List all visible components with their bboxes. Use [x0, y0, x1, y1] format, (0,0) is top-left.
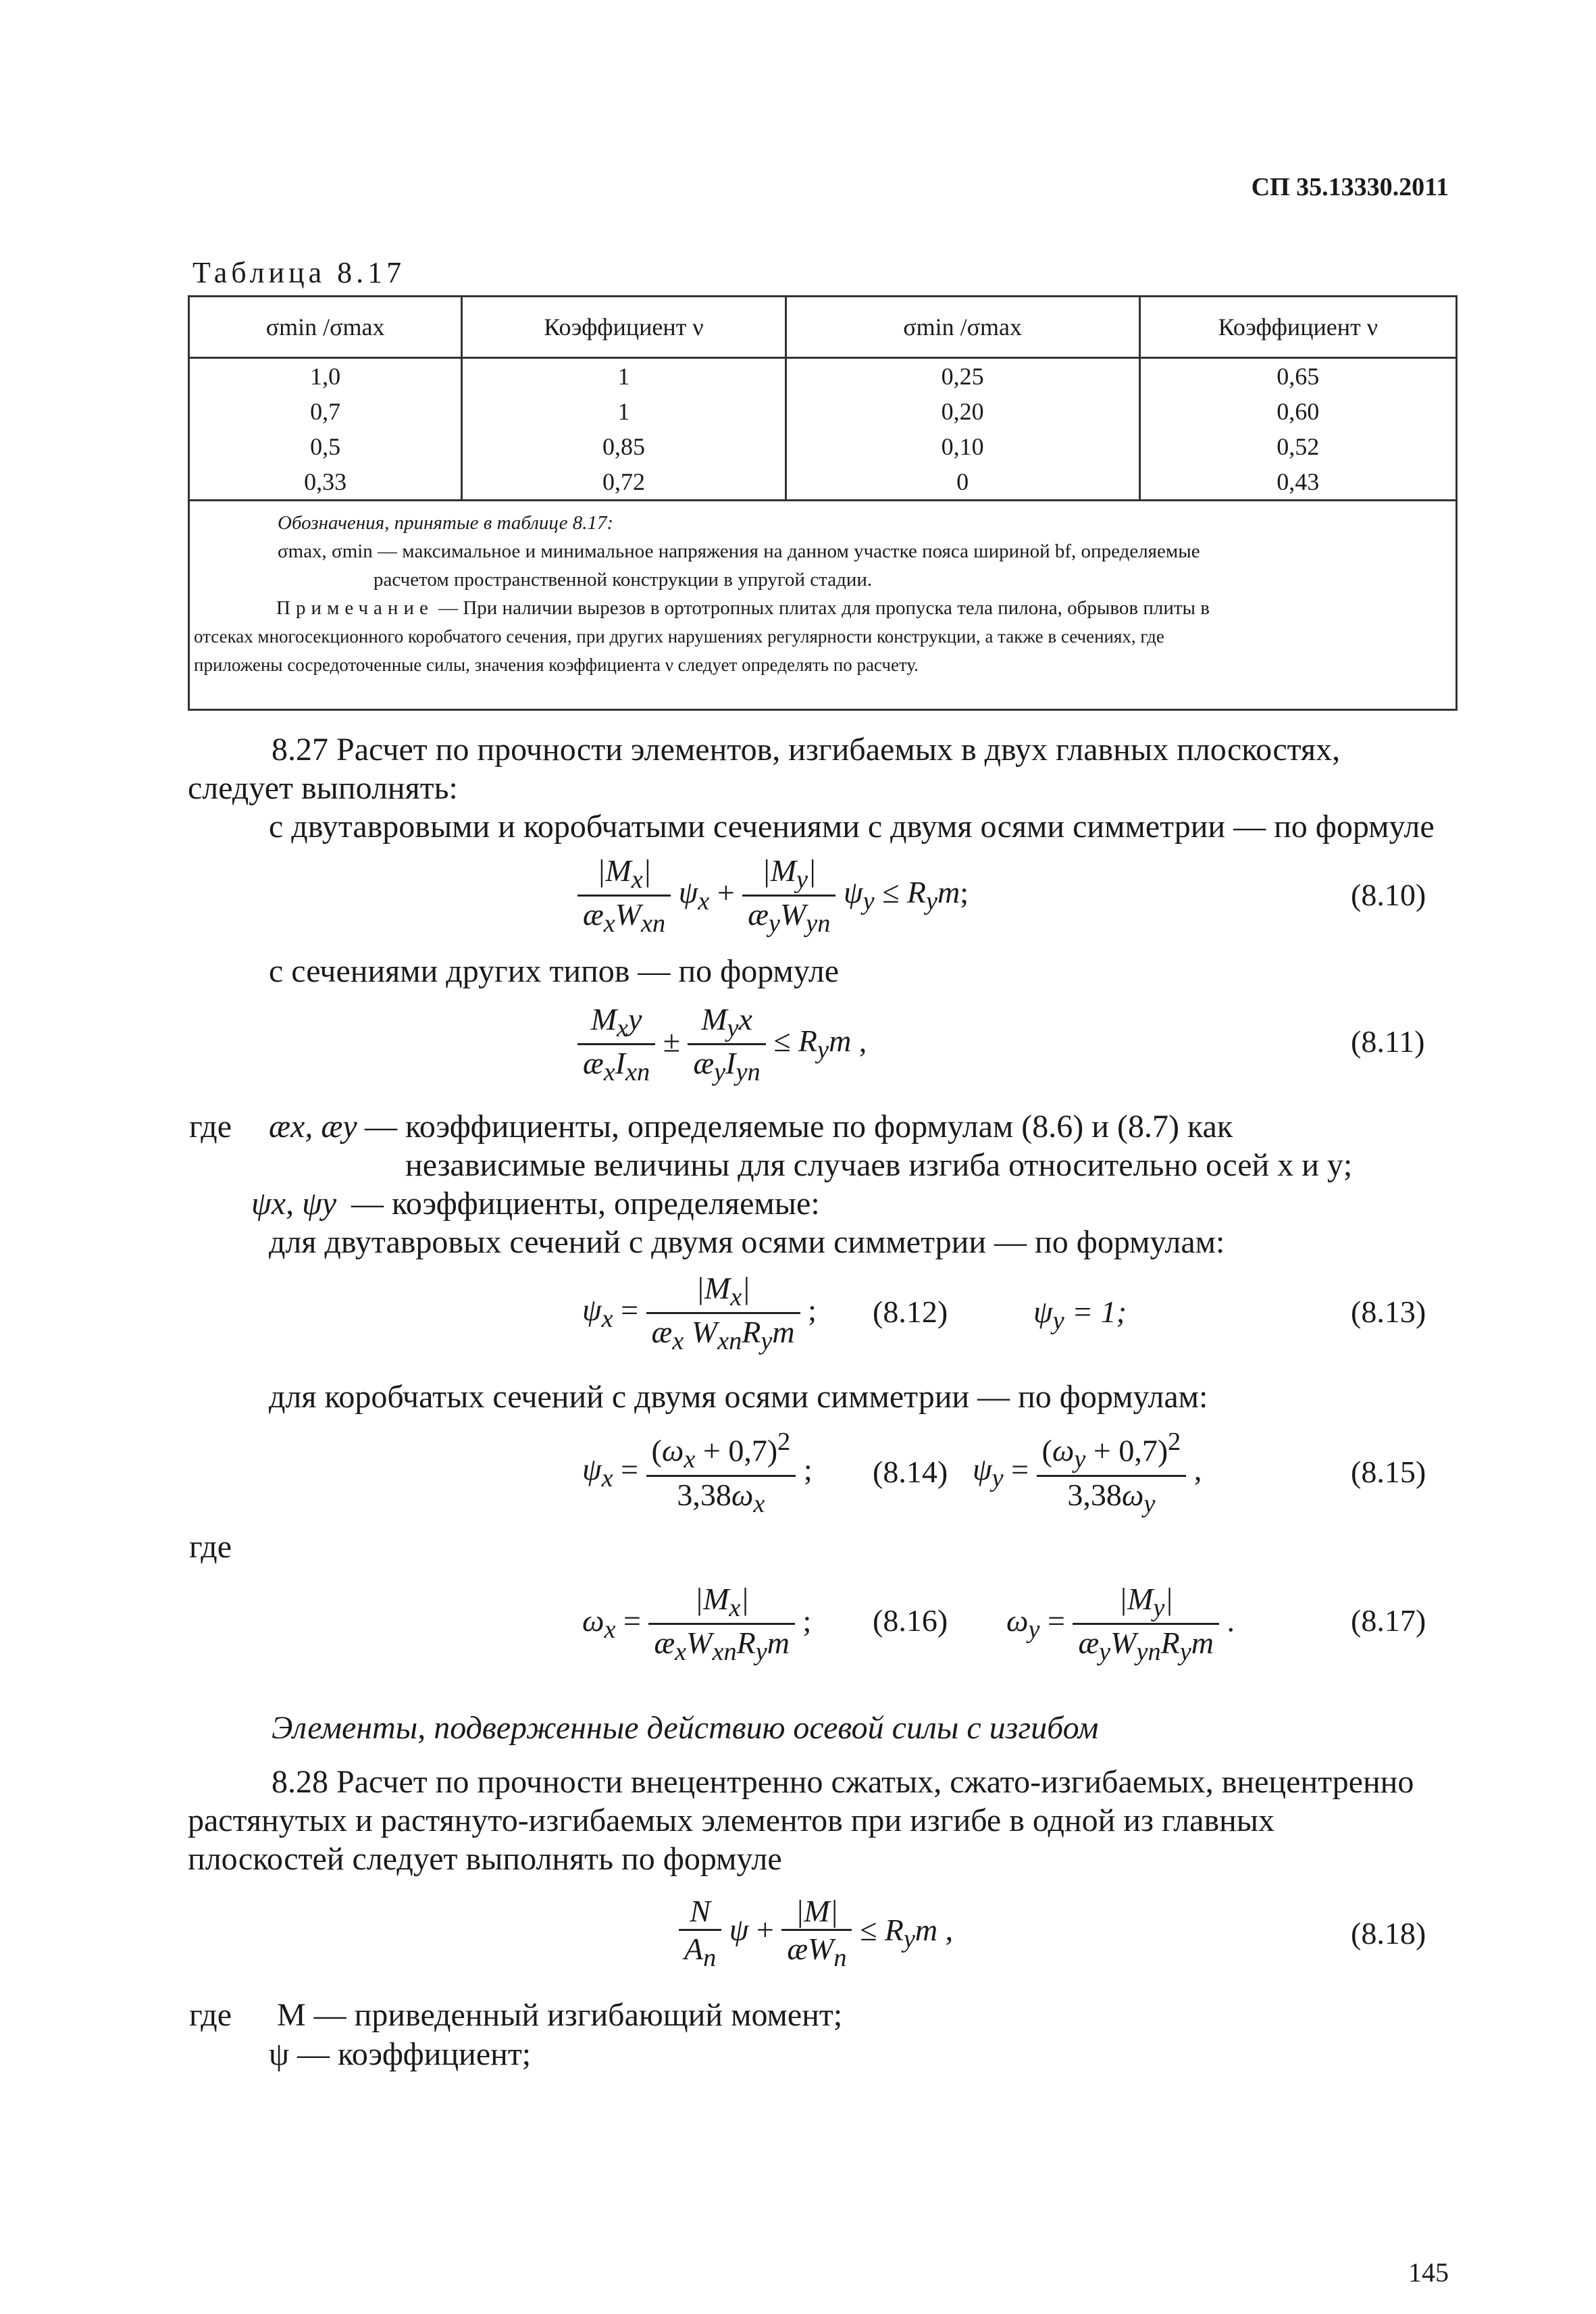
paragraph: следует выполнять: [188, 770, 458, 806]
table-row [189, 464, 1457, 501]
document-code: СП 35.13330.2011 [1251, 173, 1449, 201]
note-line: приложены сосредоточенные силы, значения коэффициента ν следует определять по расчету. [194, 655, 919, 675]
table-cell: 0,52 [1139, 429, 1456, 464]
equation-number: (8.10) [1351, 878, 1426, 912]
paragraph: M — приведенный изгибающий момент; [277, 1997, 843, 2033]
formula-8-13: $\psi_y = 1$; [1033, 1294, 1127, 1336]
equation-number: (8.14) [873, 1455, 948, 1489]
table-cell: 0,43 [1139, 464, 1456, 501]
formula-8-11: $\frac{M_xy}{æ_xI_{xn}}$ ± $\frac{M_yx}{æ_yI_{yn}}$ ≤ $R_ym$ , [577, 1001, 867, 1087]
table-cell: 0 [786, 464, 1139, 501]
formula-8-12: $\psi_x$ = $\frac{|M_x|}{æ_x W_{xn}R_ym}$ ; [582, 1271, 817, 1356]
equation-number: (8.13) [1351, 1294, 1426, 1329]
where-label: где [189, 1997, 232, 2033]
formula-8-15: $\psi_y$ = $\frac{(\omega_y + 0,7)^2}{3,38\omega_y}$ , [973, 1428, 1202, 1518]
paragraph: растянутых и растянуто-изгибаемых элементов при изгибе в одной из главных [188, 1803, 1275, 1838]
paragraph: ψ — коэффициент; [269, 2036, 532, 2072]
formula-8-14: $\psi_x$ = $\frac{(\omega_x + 0,7)^2}{3,38\omega_x}$ ; [582, 1428, 813, 1518]
note-line: отсеках многосекционного коробчатого сечения, при других нарушениях регулярности конструкции, а также в сечениях, где [194, 626, 1164, 647]
note-text: — При наличии вырезов в ортотропных плитах для пропуска тела пилона, обрывов плиты в [433, 597, 1210, 619]
paragraph: — коэффициенты, определяемые по формулам (8.6) и (8.7) как [365, 1109, 1233, 1145]
page-number: 145 [1408, 2257, 1449, 2288]
paragraph: с сечениями других типов — по формуле [269, 953, 840, 989]
table-cell: 0,72 [462, 464, 786, 501]
note-label: Примечание [276, 597, 434, 619]
table-cell: 1,0 [189, 358, 462, 395]
table-cell: 0,60 [1139, 394, 1456, 429]
symbol: ψx, ψy [251, 1186, 337, 1222]
legend-line: σmax, σmin — максимальное и минимальное напряжения на данном участке пояса шириной bf, определяемые [278, 540, 1200, 562]
equation-number: (8.15) [1351, 1455, 1426, 1489]
column-header: σmin /σmax [786, 297, 1139, 358]
table-cell: 0,5 [189, 429, 462, 464]
section-subheading: Элементы, подверженные действию осевой силы с изгибом [272, 1710, 1099, 1746]
paragraph: плоскостей следует выполнять по формуле [188, 1841, 782, 1877]
paragraph: независимые величины для случаев изгиба относительно осей x и y; [405, 1147, 1353, 1183]
column-header: Коэффициент ν [1139, 297, 1456, 358]
formula-8-18: $\frac{N}{A_n}$ ψ + $\frac{|M|}{æW_n}$ ≤ $R_ym$ , [679, 1893, 953, 1973]
formula-8-17: $\omega_y$ = $\frac{|M_y|}{æ_yW_{yn}R_ym}$ . [1006, 1582, 1235, 1667]
table-caption: Таблица 8.17 [192, 256, 406, 289]
formula-8-16: $\omega_x$ = $\frac{|M_x|}{æ_xW_{xn}R_ym}$ ; [582, 1582, 812, 1667]
table-cell: 0,65 [1139, 358, 1456, 395]
formula-8-10: $\frac{|M_x|}{æ_xW_{xn}}$ $\psi_x$ + $\frac{|M_y|}{æ_yW_{yn}}$ $\psi_y \le R_ym$; [577, 853, 969, 938]
table-cell: 1 [462, 394, 786, 429]
paragraph: для коробчатых сечений с двумя осями симметрии — по формулам: [269, 1379, 1208, 1415]
where-label: где [189, 1529, 232, 1565]
paragraph: 8.27 Расчет по прочности элементов, изгибаемых в двух главных плоскостях, [272, 732, 1341, 768]
table-cell: 0,20 [786, 394, 1139, 429]
table-header-row [189, 297, 1457, 358]
equation-number: (8.11) [1351, 1024, 1425, 1059]
table-cell: 0,85 [462, 429, 786, 464]
paragraph: 8.28 Расчет по прочности внецентренно сжатых, сжато-изгибаемых, внецентренно [272, 1764, 1414, 1800]
equation-number: (8.17) [1351, 1603, 1426, 1638]
coefficient-table [188, 295, 1458, 501]
column-header: σmin /σmax [189, 297, 462, 358]
table-legend [188, 499, 1458, 711]
equation-number: (8.16) [873, 1603, 948, 1638]
column-header: Коэффициент ν [462, 297, 786, 358]
paragraph: для двутавровых сечений с двумя осями симметрии — по формулам: [269, 1224, 1225, 1260]
table-cell: 1 [462, 358, 786, 395]
table-cell: 0,7 [189, 394, 462, 429]
paragraph: — коэффициенты, определяемые: [351, 1186, 820, 1222]
equation-number: (8.12) [873, 1294, 948, 1329]
table-cell: 0,33 [189, 464, 462, 501]
legend-line: расчетом пространственной конструкции в упругой стадии. [374, 569, 873, 590]
symbol: æx, æy [269, 1109, 357, 1145]
table-row [189, 394, 1457, 429]
table-cell: 0,10 [786, 429, 1139, 464]
table-note [276, 594, 1451, 622]
table-row [189, 429, 1457, 464]
paragraph: с двутавровыми и коробчатыми сечениями с двумя осями симметрии — по формуле [269, 809, 1435, 845]
legend-title: Обозначения, принятые в таблице 8.17: [278, 512, 614, 534]
where-label: где [189, 1109, 232, 1145]
table-row [189, 358, 1457, 395]
table-cell: 0,25 [786, 358, 1139, 395]
equation-number: (8.18) [1351, 1916, 1426, 1951]
